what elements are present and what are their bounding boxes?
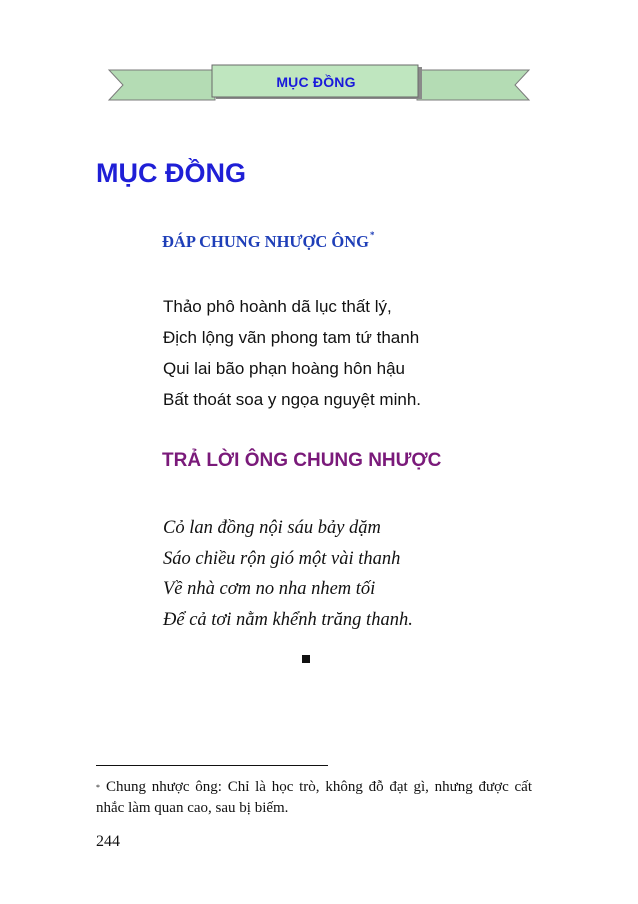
poem-original (163, 291, 421, 415)
poem-original-line: Địch lộng vãn phong tam tứ thanh (163, 328, 420, 347)
section1-title-text: ĐÁP CHUNG NHƯỢC ÔNG (162, 232, 370, 251)
footnote (96, 777, 532, 819)
footnote-marker: * (96, 783, 100, 792)
section2-title: TRẢ LỜI ÔNG CHUNG NHƯỢC (162, 450, 442, 471)
poem-translation (163, 513, 413, 635)
poem-original-line: Bất thoát soa y ngọa nguyệt minh. (163, 390, 422, 409)
poem-translation-line: Về nhà cơm no nha nhem tối (163, 579, 376, 599)
end-square-icon (302, 655, 310, 663)
page-title: MỤC ĐỒNG (96, 158, 246, 188)
page-number: 244 (96, 833, 120, 850)
poem-translation-line: Để cả tơi nằm khểnh trăng thanh. (163, 609, 413, 630)
poem-translation-line: Sáo chiều rộn gió một vài thanh (163, 548, 401, 569)
banner-label: MỤC ĐỒNG (276, 74, 356, 90)
chapter-banner (97, 64, 541, 106)
footnote-divider (96, 765, 328, 766)
footnote-reference-marker: * (370, 230, 375, 240)
section1-title (162, 232, 375, 252)
poem-original-line: Qui lai bão phạn hoàng hôn hậu (163, 359, 405, 378)
poem-original-line: Thảo phô hoành dã lục thất lý, (163, 297, 392, 316)
footnote-text: Chung nhược ông: Chỉ là học trò, không đỗ đạt gì, nhưng được cất nhắc làm quan cao, sau bị biếm. (96, 779, 532, 816)
poem-translation-line: Cỏ lan đồng nội sáu bảy dặm (163, 518, 381, 538)
